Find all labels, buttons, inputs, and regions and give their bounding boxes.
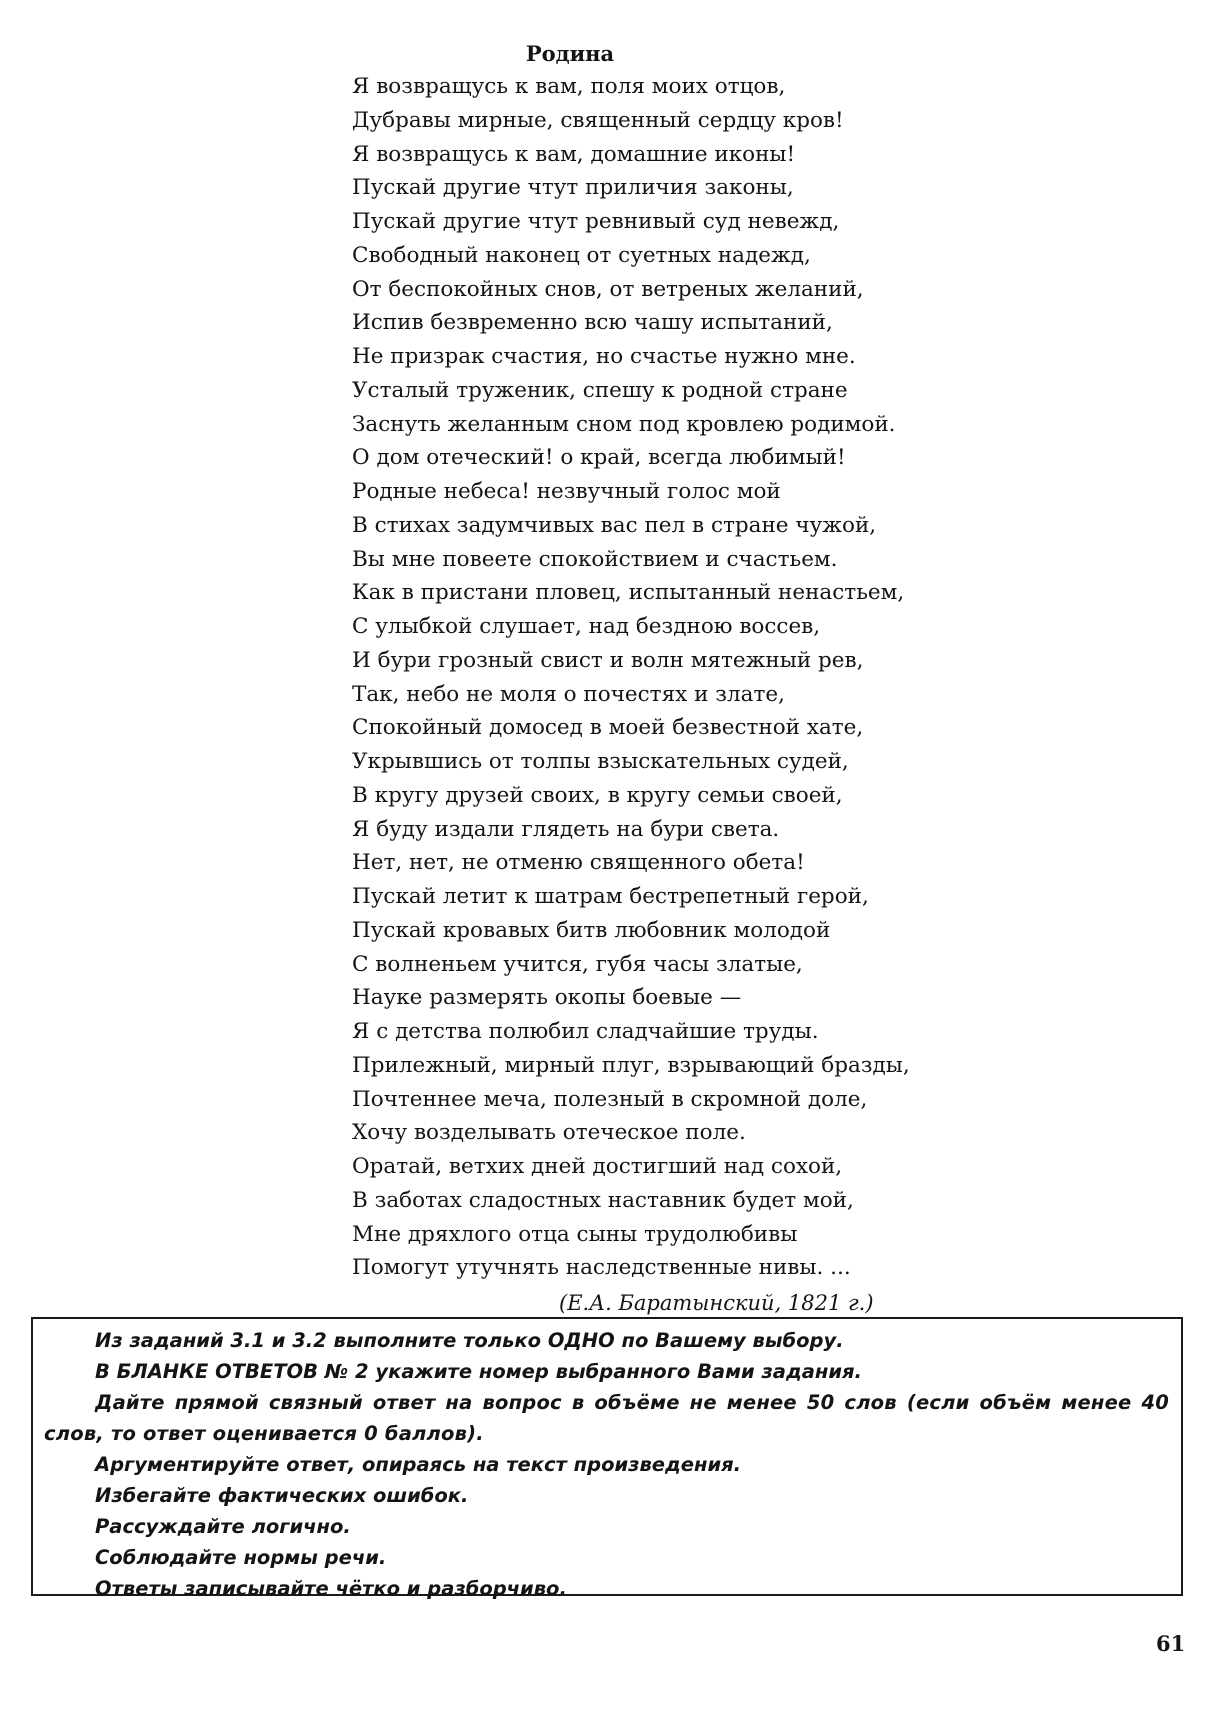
poem-line: Почтеннее меча, полезный в скромной доле, [352,1086,868,1112]
poem-line: Усталый труженик, спешу к родной стране [352,377,848,403]
poem-line: Укрывшись от толпы взыскательных судей, [352,749,849,774]
poem-line: Мне дряхлого отца сыны трудолюбивы [352,1221,798,1247]
poem-line: Спокойный домосед в моей безвестной хате, [352,715,864,741]
poem-line: Дубравы мирные, священный сердцу кров! [352,107,844,133]
poem-line: В заботах сладостных наставник будет мой, [352,1187,854,1213]
poem-line: В кругу друзей своих, в кругу семьи своей, [352,782,843,808]
poem-line: Нет, нет, не отменю священного обета! [352,850,805,876]
page-number: 61 [1156,1631,1186,1656]
poem-line: Я возвращусь к вам, домашние иконы! [352,141,796,167]
poem-line: Я буду издали глядеть на бури света. [352,816,780,842]
poem-line: В стихах задумчивых вас пел в стране чужой, [352,512,877,538]
instruction-line: Избегайте фактических ошибок. [95,1484,469,1507]
poem-line: Вы мне повеете спокойствием и счастьем. [352,546,838,572]
poem-line: Я с детства полюбил сладчайшие труды. [352,1019,819,1044]
poem-line: Как в пристани пловец, испытанный ненастьем, [352,580,905,606]
poem-line: И бури грозный свист и волн мятежный рев, [352,647,864,673]
poem-line: Заснуть желанным сном под кровлею родимой. [352,411,896,437]
poem-line: Пускай кровавых битв любовник молодой [352,917,831,943]
poem-line: С волненьем учится, губя часы златые, [352,951,803,977]
instruction-line: Аргументируйте ответ, опираясь на текст произведения. [95,1453,742,1476]
instruction-line: Ответы записывайте чётко и разборчиво. [95,1577,567,1600]
poem-line: С улыбкой слушает, над бездною воссев, [352,614,821,639]
poem-line: Я возвращусь к вам, поля моих отцов, [352,74,786,99]
poem-line: Пускай летит к шатрам бестрепетный герой, [352,884,869,909]
poem-line: Испив безвременно всю чашу испытаний, [352,310,833,336]
poem-title: Родина [525,41,615,66]
poem-text [352,70,910,1285]
poem-line: Свободный наконец от суетных надежд, [352,242,811,268]
poem-attribution: (Е.А. Баратынский, 1821 г.) [559,1291,874,1315]
instruction-line: Соблюдайте нормы речи. [95,1546,387,1569]
poem-line: О дом отеческий! о край, всегда любимый! [352,445,846,471]
poem-line: Науке размерять окопы боевые — [352,985,742,1011]
poem-line: Пускай другие чтут приличия законы, [352,175,794,201]
instructions-box [31,1317,1183,1600]
instruction-line: Рассуждайте логично. [95,1515,351,1538]
poem-line: Прилежный, мирный плуг, взрывающий бразды, [352,1052,910,1078]
poem-line: Так, небо не моля о почестях и злате, [352,681,785,707]
poem-line: Родные небеса! незвучный голос мой [352,479,781,504]
poem-line: Не призрак счастия, но счастье нужно мне. [352,344,856,369]
instruction-line: Дайте прямой связный ответ на вопрос в объёме не менее 50 слов (если объём менее 40 слов, то ответ оценивается 0 баллов). [44,1391,1169,1445]
poem-line: Оратай, ветхих дней достигший над сохой, [352,1154,843,1179]
poem-line: Хочу возделывать отеческое поле. [352,1120,746,1146]
poem-line: Пускай другие чтут ревнивый суд невежд, [352,209,840,234]
poem-line: Помогут утучнять наследственные нивы. ... [352,1255,851,1281]
poem-line: От беспокойных снов, от ветреных желаний, [352,276,864,302]
instruction-line: В БЛАНКЕ ОТВЕТОВ № 2 укажите номер выбранного Вами задания. [95,1360,862,1383]
instruction-line: Из заданий 3.1 и 3.2 выполните только ОДНО по Вашему выбору. [95,1329,844,1352]
